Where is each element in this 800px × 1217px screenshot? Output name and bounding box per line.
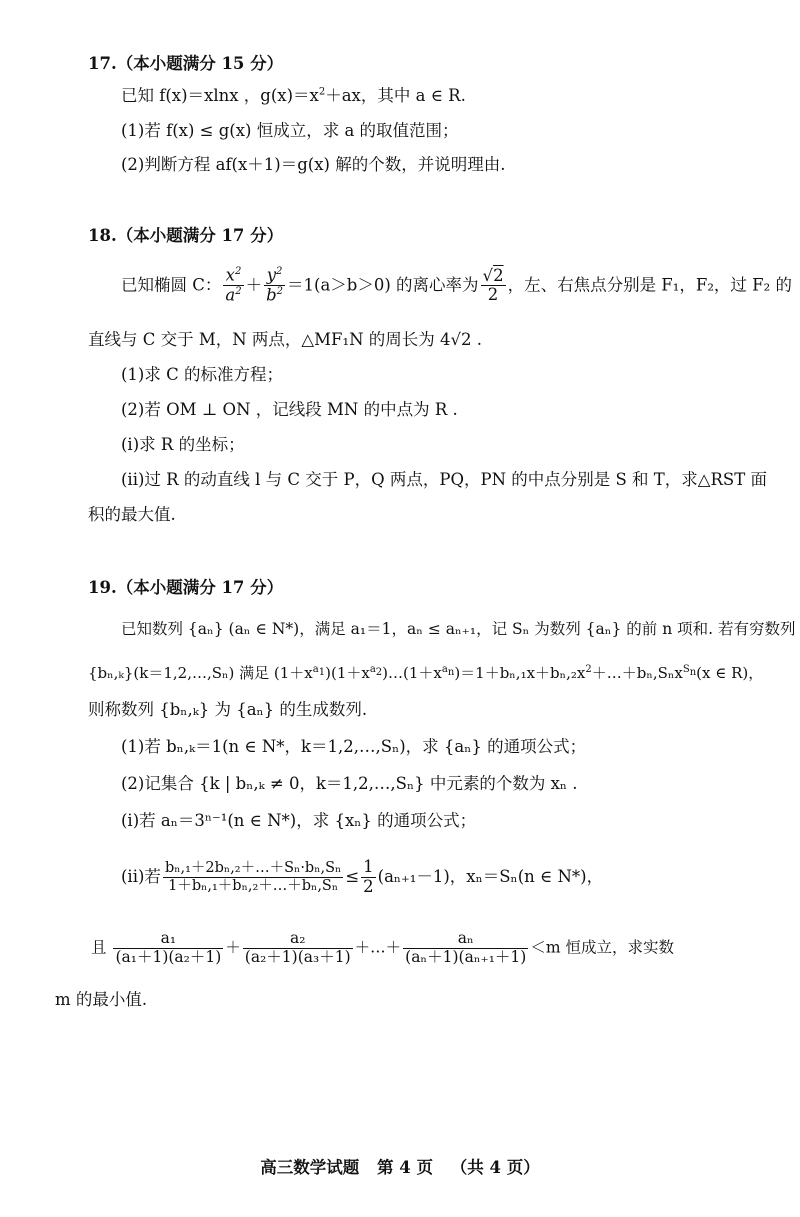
footer-title: 高三数学试题 bbox=[260, 1158, 360, 1177]
q19-part2-i: (i)若 aₙ＝3ⁿ⁻¹(n ∈ N*)，求 {xₙ} 的通项公式； bbox=[121, 811, 477, 830]
q17-part2: (2)判断方程 af(x＋1)＝g(x) 解的个数，并说明理由. bbox=[121, 155, 506, 174]
q19-line3: 则称数列 {bₙ,ₖ} 为 {aₙ} 的生成数列. bbox=[88, 700, 368, 719]
q19-header: 19.（本小题满分 17 分） bbox=[88, 578, 284, 597]
q19-line2: {bₙ,ₖ}(k＝1,2,…,Sₙ) 满足 $(1+x^{a_1})(1+x^{a_2})\dots(1+x^{a_n})=1+b_n,_1x+b_n,_2x^2+\dots+b_n,S_nx^{S_n}(x$ ∈ R)， bbox=[88, 664, 764, 682]
q18-part2-ii: (ii)过 R 的动直线 l 与 C 交于 P，Q 两点，PQ，PN 的中点分别是 S 和 T，求△RST 面 bbox=[121, 470, 767, 489]
q19-part1: (1)若 bₙ,ₖ＝1(n ∈ N*，k＝1,2,…,Sₙ)，求 {aₙ} 的通项公式； bbox=[121, 737, 587, 756]
q17-intro: 已知 f(x)＝xlnx ，$g(x)=x^2+ax$，其中 a ∈ R. bbox=[121, 86, 466, 105]
page-footer bbox=[0, 1154, 800, 1178]
q18-y-fraction: $\frac{y^2}{b^2}$ bbox=[266, 265, 284, 305]
q19-term2: $\frac{\text{a₂}}{\text{(a₂＋1)(a₃＋1)}}$ bbox=[244, 929, 351, 966]
q19-part2: (2)记集合 {k | bₙ,ₖ ≠ 0，k＝1,2,…,Sₙ} 中元素的个数为 xₙ . bbox=[121, 774, 578, 793]
q18-eccentricity: $\frac{√2}{2}$ bbox=[482, 265, 504, 305]
q18-part2: (2)若 OM ⊥ ON ，记线段 MN 的中点为 R . bbox=[121, 400, 458, 419]
q18-intro: 已知椭圆 C： $\frac{x^2}{a^2}$ ＋ $\frac{y^2}{b^2}$ ＝1(a＞b＞0) 的离心率为 $\frac{√2}{2}$ ，左、右焦点分别是 F₁，F₂，过 F₂ 的 bbox=[121, 265, 792, 305]
footer-page: 第 4 页 bbox=[377, 1158, 433, 1177]
q18-part1: (1)求 C 的标准方程； bbox=[121, 365, 283, 384]
q19-inequality: 且 $\frac{\text{a₁}}{\text{(a₁＋1)(a₂＋1)}}$ ＋ $\frac{\text{a₂}}{\text{(a₂＋1)(a₃＋1)}}$ ＋…＋ $\frac{\text{aₙ}}{\text{(aₙ＋1)(aₙ₊₁＋1)}}$ ＜m 恒成立，求实数 bbox=[91, 929, 674, 966]
q18-part2-ii-cont: 积的最大值. bbox=[88, 505, 176, 524]
q19-condition-fraction: $\frac{\text{bₙ,₁＋2bₙ,₂＋…＋Sₙ·bₙ,Sₙ}}{\text{1＋bₙ,₁＋bₙ,₂＋…＋bₙ,Sₙ}}$ bbox=[164, 860, 342, 894]
footer-total: （共 4 页） bbox=[450, 1158, 540, 1177]
q19-last-line: m 的最小值. bbox=[55, 990, 148, 1009]
q18-line2: 直线与 C 交于 M，N 两点，△MF₁N 的周长为 4√2 . bbox=[88, 330, 483, 349]
q18-header: 18.（本小题满分 17 分） bbox=[88, 226, 284, 245]
q18-x-fraction: $\frac{x^2}{a^2}$ bbox=[225, 265, 242, 305]
q19-half-fraction: $\frac{1}{2}$ bbox=[363, 857, 374, 896]
q19-part2-ii: (ii)若 $\frac{\text{bₙ,₁＋2bₙ,₂＋…＋Sₙ·bₙ,Sₙ}}{\text{1＋bₙ,₁＋bₙ,₂＋…＋bₙ,Sₙ}}$ ≤ $\frac{1}{2}$ (aₙ₊₁－1)，xₙ＝Sₙ(n ∈ N*)， bbox=[121, 857, 604, 896]
q19-line1: 已知数列 {aₙ} (aₙ ∈ N*)，满足 a₁＝1，aₙ ≤ aₙ₊₁，记 Sₙ 为数列 {aₙ} 的前 n 项和. 若有穷数列 bbox=[121, 620, 796, 638]
q19-term-n: $\frac{\text{aₙ}}{\text{(aₙ＋1)(aₙ₊₁＋1)}}$ bbox=[405, 929, 527, 966]
q17-header: 17.（本小题满分 15 分） bbox=[88, 54, 284, 73]
q19-term1: $\frac{\text{a₁}}{\text{(a₁＋1)(a₂＋1)}}$ bbox=[115, 929, 222, 966]
q18-part2-i: (i)求 R 的坐标； bbox=[121, 435, 245, 454]
q17-part1: (1)若 f(x) ≤ g(x) 恒成立，求 a 的取值范围； bbox=[121, 121, 459, 140]
